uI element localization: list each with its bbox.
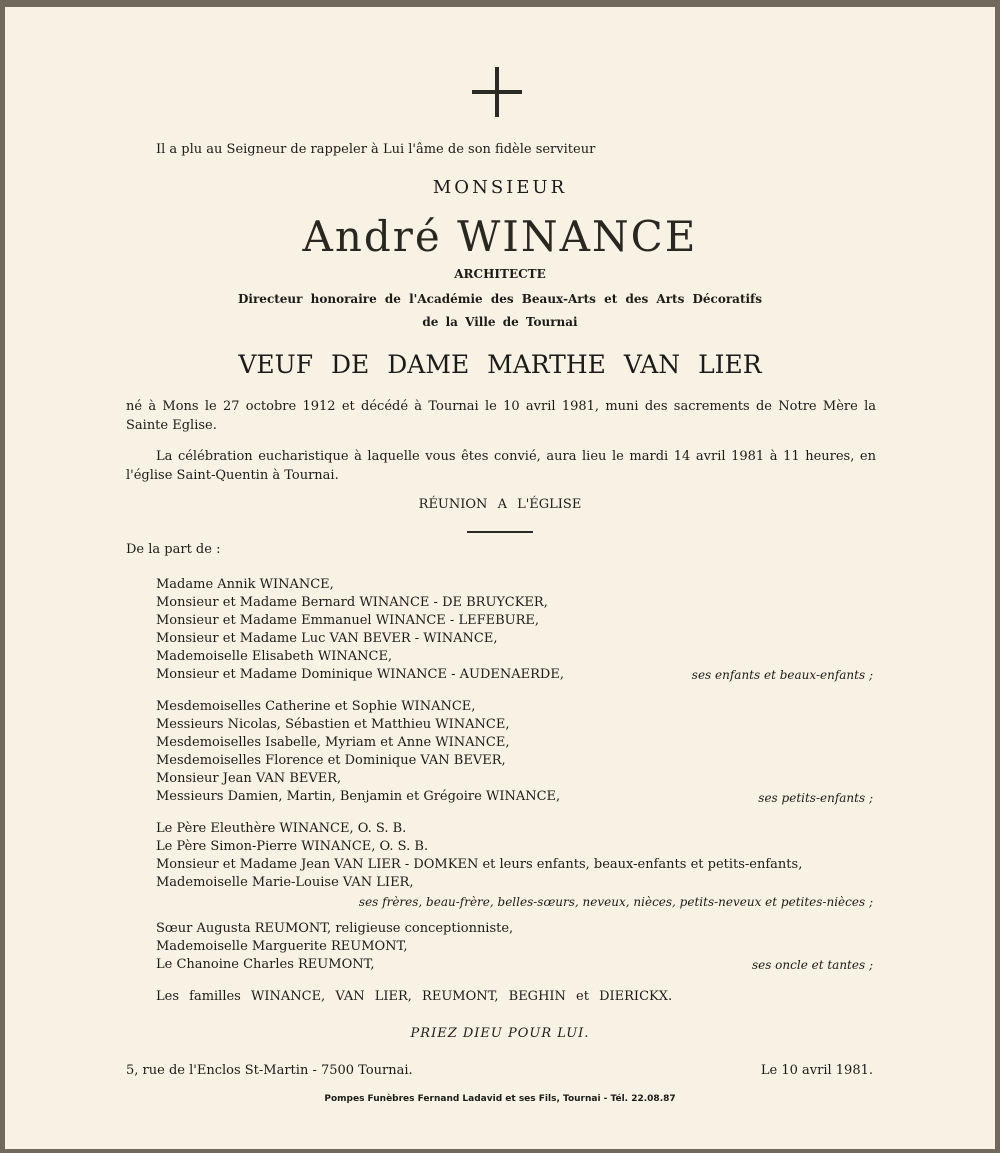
family-line: Le Chanoine Charles REUMONT, — [156, 957, 375, 972]
family-line: Mesdemoiselles Catherine et Sophie WINANCE, — [156, 699, 476, 714]
family-line: Le Père Simon-Pierre WINANCE, O. S. B. — [156, 839, 429, 854]
family-line: Messieurs Nicolas, Sébastien et Matthieu WINANCE, — [156, 717, 510, 732]
widower-line: VEUF DE DAME MARTHE VAN LIER — [238, 350, 762, 379]
role-uncle-aunts: ses oncle et tantes ; — [751, 958, 873, 972]
obituary-card — [5, 7, 995, 1149]
de-la-part-label: De la part de : — [126, 542, 221, 557]
family-line: Mademoiselle Elisabeth WINANCE, — [156, 649, 393, 664]
role-grandchildren: ses petits-enfants ; — [758, 791, 873, 805]
family-line: Mademoiselle Marguerite REUMONT, — [156, 939, 408, 954]
profession: ARCHITECTE — [454, 267, 546, 281]
title-line-2: de la Ville de Tournai — [422, 315, 578, 329]
family-line: Sœur Augusta REUMONT, religieuse conceptionniste, — [156, 921, 514, 936]
last-name: WINANCE — [457, 212, 698, 261]
family-line: Monsieur et Madame Bernard WINANCE - DE BRUYCKER, — [156, 595, 548, 610]
birth-death-paragraph: né à Mons le 27 octobre 1912 et décédé à Tournai le 10 avril 1981, muni des sacrements de Notre Mère la Sainte Eglise. — [126, 399, 876, 433]
role-siblings: ses frères, beau-frère, belles-sœurs, neveux, nièces, petits-neveux et petites-nièces ; — [358, 895, 873, 909]
family-line: Monsieur et Madame Dominique WINANCE - AUDENAERDE, — [156, 667, 564, 682]
family-line: Messieurs Damien, Martin, Benjamin et Grégoire WINANCE, — [156, 789, 561, 804]
cross-icon — [472, 67, 522, 117]
prayer-line: PRIEZ DIEU POUR LUI. — [410, 1026, 590, 1041]
ceremony-paragraph: La célébration eucharistique à laquelle vous êtes convié, aura lieu le mardi 14 avril 1981 à 11 heures, en l'église Saint-Quentin à Tournai. — [126, 449, 876, 483]
family-line: Mademoiselle Marie-Louise VAN LIER, — [156, 875, 414, 890]
family-line: Monsieur et Madame Jean VAN LIER - DOMKEN et leurs enfants, beaux-enfants et petits-enfants, — [156, 857, 803, 872]
family-line: Monsieur et Madame Luc VAN BEVER - WINANCE, — [156, 631, 498, 646]
intro-text: Il a plu au Seigneur de rappeler à Lui l'âme de son fidèle serviteur — [156, 142, 596, 157]
family-line: Monsieur Jean VAN BEVER, — [156, 771, 342, 786]
family-line: Madame Annik WINANCE, — [156, 577, 334, 592]
family-line: Mesdemoiselles Isabelle, Myriam et Anne WINANCE, — [156, 735, 510, 750]
date: Le 10 avril 1981. — [760, 1063, 873, 1078]
deceased-name — [5, 212, 995, 261]
honorific: MONSIEUR — [432, 177, 568, 198]
family-line: Le Père Eleuthère WINANCE, O. S. B. — [156, 821, 407, 836]
address: 5, rue de l'Enclos St-Martin - 7500 Tournai. — [126, 1063, 413, 1078]
reunion-heading: RÉUNION A L'ÉGLISE — [418, 497, 582, 512]
family-line: Monsieur et Madame Emmanuel WINANCE - LEFEBURE, — [156, 613, 539, 628]
first-name: André — [302, 212, 442, 261]
family-line: Mesdemoiselles Florence et Dominique VAN BEVER, — [156, 753, 506, 768]
printer-credit: Pompes Funèbres Fernand Ladavid et ses Fils, Tournai - Tél. 22.08.87 — [324, 1094, 676, 1104]
families-line: Les familles WINANCE, VAN LIER, REUMONT, BEGHIN et DIERICKX. — [156, 989, 673, 1004]
divider — [467, 531, 533, 533]
role-children: ses enfants et beaux-enfants ; — [691, 668, 873, 682]
title-line-1: Directeur honoraire de l'Académie des Beaux-Arts et des Arts Décoratifs — [238, 292, 762, 306]
